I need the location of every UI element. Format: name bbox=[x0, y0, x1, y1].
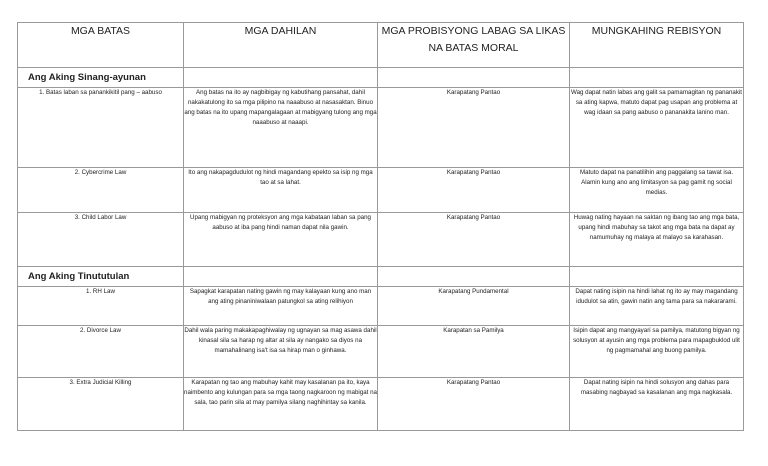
law-provision: Karapatang Pundamental bbox=[378, 287, 570, 326]
header-row bbox=[18, 23, 744, 68]
law-revision: Wag dapat natin labas ang galit sa pamamagitan ng pananakit sa ating kapwa, matuto dapat pag usapan ang problema at wag idaan sa pang aabuso o pananakita lanino man. bbox=[570, 88, 744, 168]
header-dahilan: MGA DAHILAN bbox=[184, 23, 378, 68]
section-row-tinututulan bbox=[18, 267, 744, 287]
law-provision: Karapatang Pantao bbox=[378, 88, 570, 168]
section-label: Ang Aking Sinang-ayunan bbox=[18, 68, 184, 88]
law-reason: Sapagkat karapatan nating gawin ng may kalayaan kung ano man ang ating pinaniniwalaan patungkol sa ating relihiyon bbox=[184, 287, 378, 326]
empty-cell bbox=[378, 267, 570, 287]
table-row bbox=[18, 213, 744, 267]
table-row bbox=[18, 287, 744, 326]
law-name: 3. Extra Judicial Killing bbox=[18, 378, 184, 431]
empty-cell bbox=[184, 267, 378, 287]
header-batas: MGA BATAS bbox=[18, 23, 184, 68]
section-label: Ang Aking Tinututulan bbox=[18, 267, 184, 287]
law-reason: Upang mabigyan ng proteksyon ang mga kabataan laban sa pang aabuso at iba pang hindi naman dapat nila gawin. bbox=[184, 213, 378, 267]
law-revision: Dapat nating isipin na hindi lahat ng ito ay may magandang idudulot sa atin, gawin natin ang tama para sa nakararami. bbox=[570, 287, 744, 326]
law-revision: Isipin dapat ang mangyayari sa pamilya, matutong bigyan ng solusyon at ayusin ang mga problema para mapagbuklod ulit ng pagmamahal ang buong pamilya. bbox=[570, 326, 744, 378]
law-revision: Matuto dapat na panatilihin ang paggalang sa tawat isa. Alamin kung ano ang limitasyon sa pag gamit ng social medias. bbox=[570, 168, 744, 213]
law-provision: Karapatang Pantao bbox=[378, 213, 570, 267]
law-provision: Karapatang Pantao bbox=[378, 168, 570, 213]
law-reason: Ito ang nakapagdudulot ng hindi magandang epekto sa isip ng mga tao at sa lahat. bbox=[184, 168, 378, 213]
law-revision: Dapat nating isipin na hindi solusyon ang dahas para masabing nagbayad sa kasalanan ang mga nagkasala. bbox=[570, 378, 744, 431]
empty-cell bbox=[570, 68, 744, 88]
law-revision: Huwag nating hayaan na saktan ng ibang tao ang mga bata, upang hindi mabuhay sa takot ang mga bata na dapat ay namumuhay ng malaya at malayo sa karahasan. bbox=[570, 213, 744, 267]
law-name: 1. Batas laban sa panankikitil pang – aabuso bbox=[18, 88, 184, 168]
law-reason: Dahil wala paring makakapaghiwalay ng ugnayan sa mag asawa dahil kinasal sila sa harap ng altar at sila ay nangako sa diyos na mamahalinang isa't isa sa hirap man o ginhawa. bbox=[184, 326, 378, 378]
section-row-sinang-ayunan bbox=[18, 68, 744, 88]
law-reason: Karapatan ng tao ang mabuhay kahit may kasalanan pa ito, kaya naimbento ang kulungan para sa mga taong nagkaroon ng mabigat na sala, tao parin sila at may pamilya silang naghihintay sa kanila. bbox=[184, 378, 378, 431]
empty-cell bbox=[184, 68, 378, 88]
law-name: 3. Child Labor Law bbox=[18, 213, 184, 267]
law-reason: Ang batas na ito ay nagbibigay ng kabutihang pansahat, dahil nakakatulong ito sa mga pilipino na naaabuso at nasasaktan. Binuo ang batas na ito upang mapangalagaan at mabigyang tulong ang mga naaabuso at naaapi. bbox=[184, 88, 378, 168]
table-row bbox=[18, 326, 744, 378]
law-provision: Karapatang Pantao bbox=[378, 378, 570, 431]
table-row bbox=[18, 168, 744, 213]
law-name: 2. Divorce Law bbox=[18, 326, 184, 378]
header-probisyon: MGA PROBISYONG LABAG SA LIKAS NA BATAS MORAL bbox=[378, 23, 570, 68]
law-name: 1. RH Law bbox=[18, 287, 184, 326]
laws-table bbox=[17, 22, 744, 431]
table-row bbox=[18, 88, 744, 168]
empty-cell bbox=[378, 68, 570, 88]
empty-cell bbox=[570, 267, 744, 287]
law-name: 2. Cybercrime Law bbox=[18, 168, 184, 213]
law-provision: Karapatan sa Pamilya bbox=[378, 326, 570, 378]
table-row bbox=[18, 378, 744, 431]
header-rebisyon: MUNGKAHING REBISYON bbox=[570, 23, 744, 68]
